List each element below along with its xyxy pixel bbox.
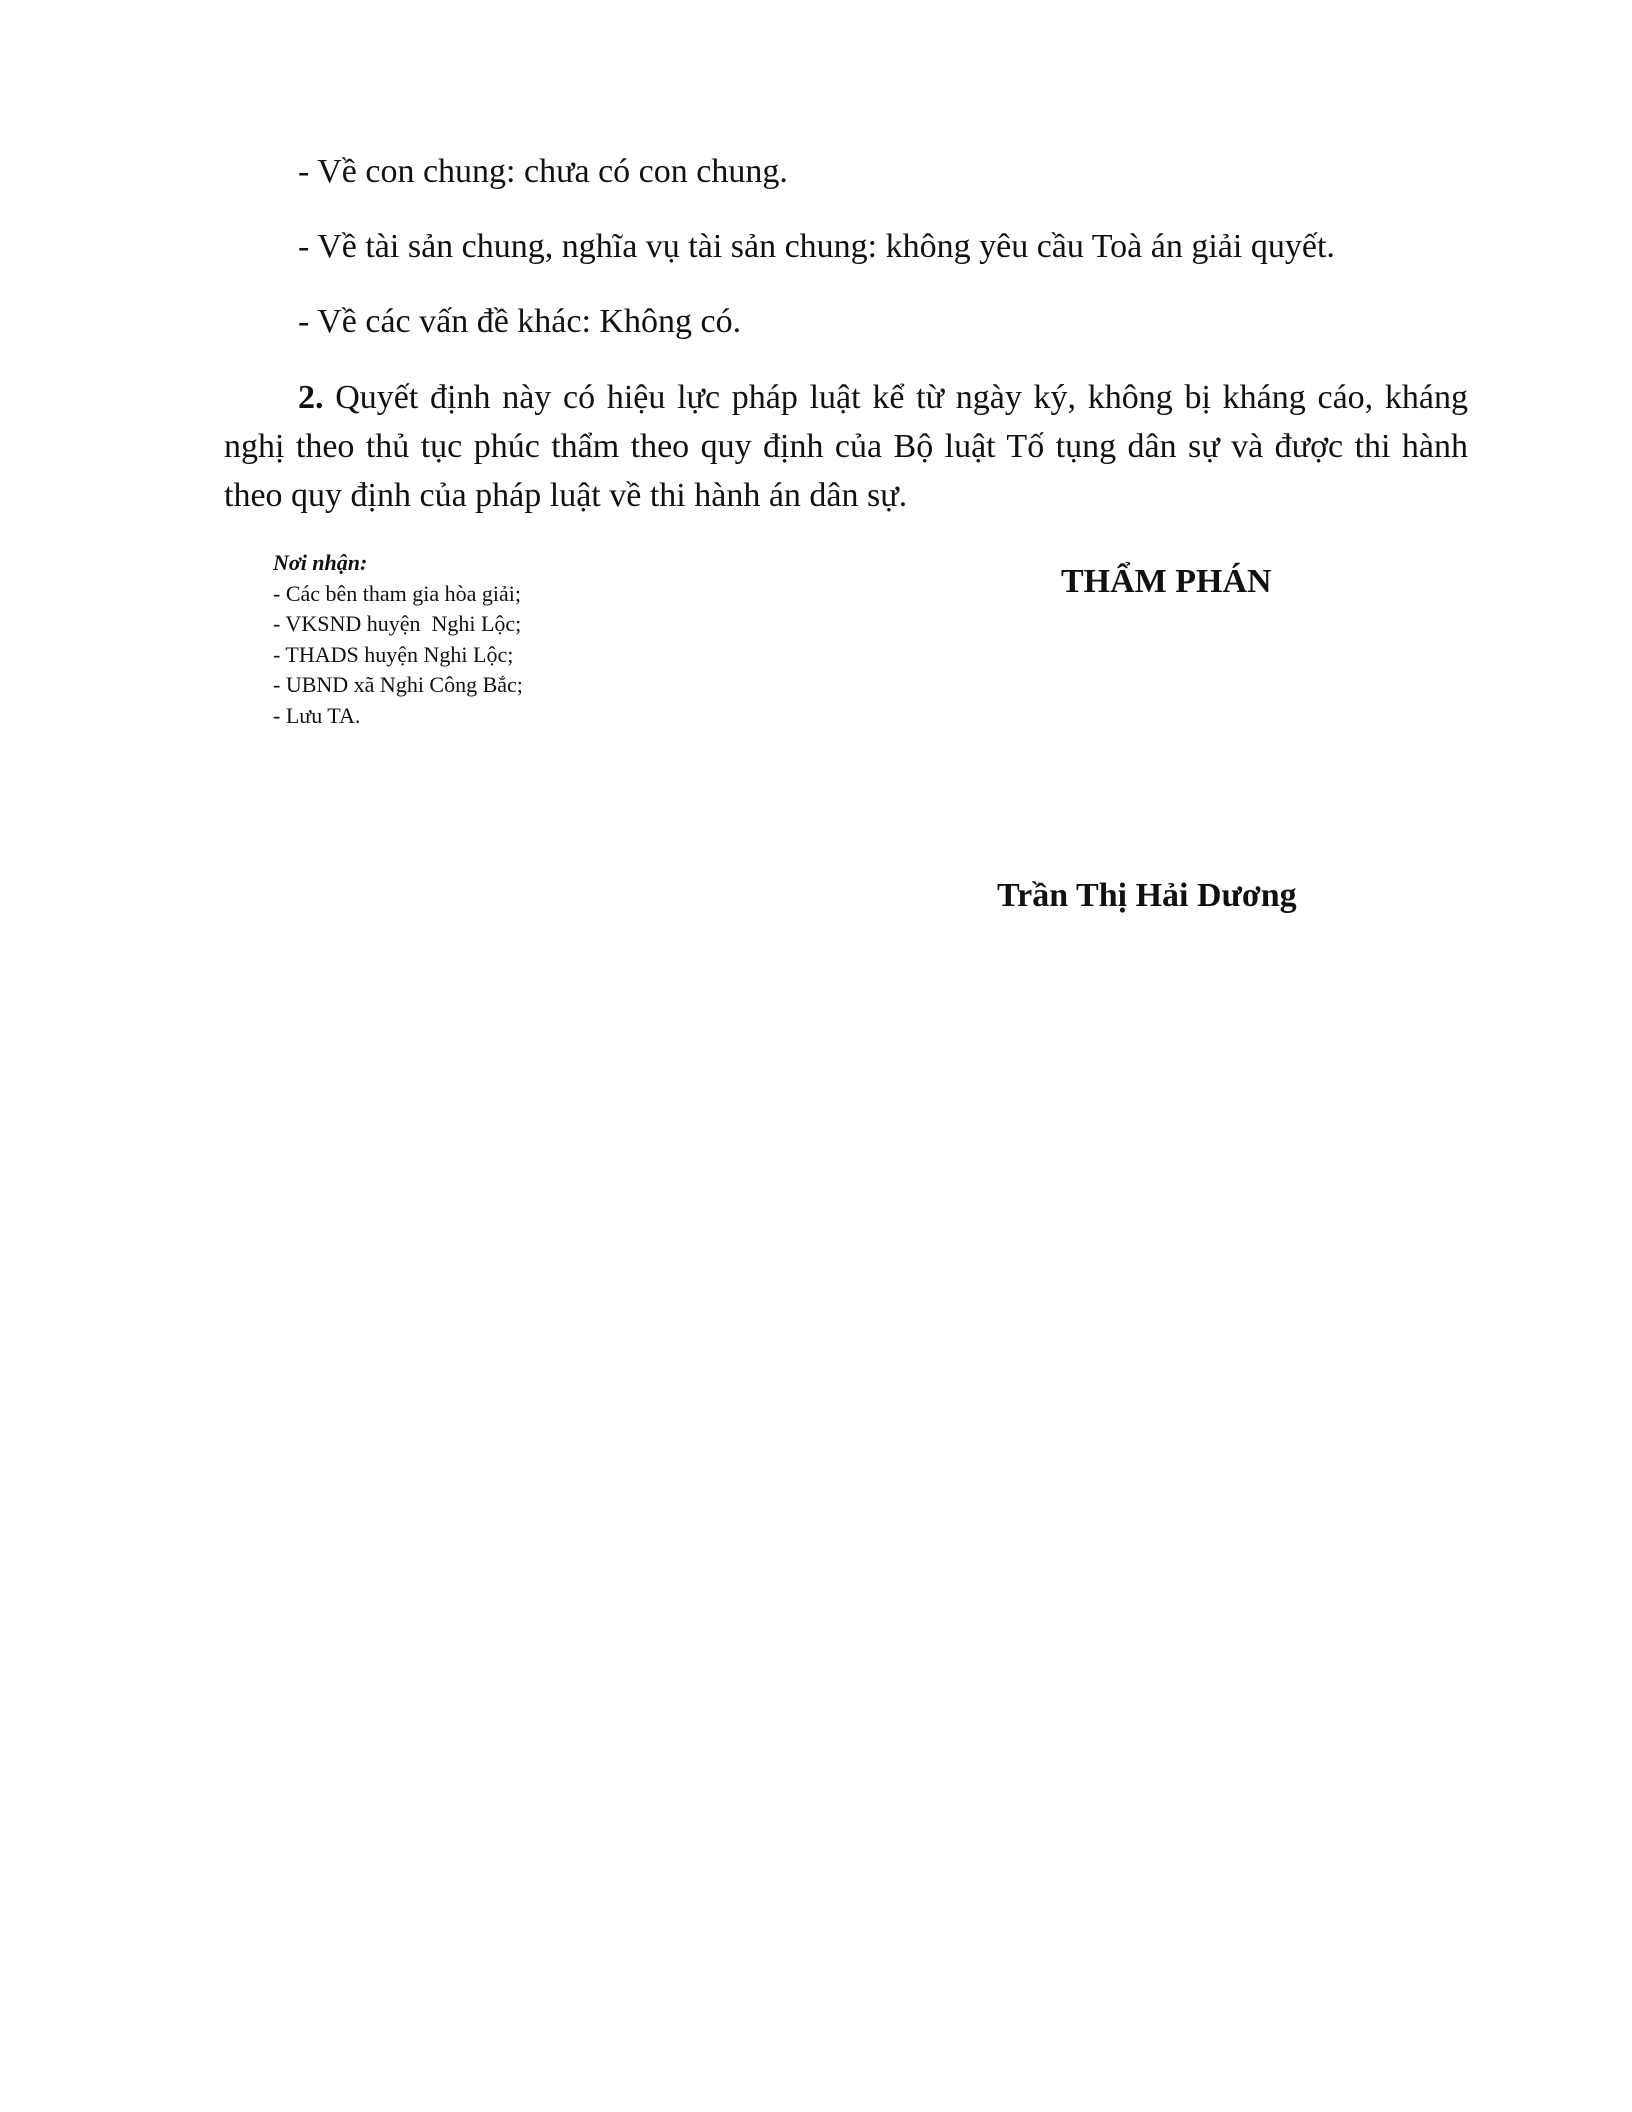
recipient-item: - Các bên tham gia hòa giải;: [273, 580, 522, 606]
recipient-item: - VKSND huyện Nghi Lộc;: [273, 611, 522, 636]
recipient-item: - Lưu TA.: [273, 702, 361, 728]
effectiveness-paragraph: [224, 373, 1468, 520]
signer-name: Trần Thị Hải Dương: [997, 877, 1297, 914]
clause-text: Quyết định này có hiệu lực pháp luật kể từ ngày ký, không bị kháng cáo, kháng nghị theo thủ tục phúc thẩm theo quy định của Bộ luật Tố tụng dân sự và được thi hành theo quy định của pháp luật về thi hành án dân sự.: [224, 379, 1468, 514]
property-clause: - Về tài sản chung, nghĩa vụ tài sản chung: không yêu cầu Toà án giải quyết.: [298, 228, 1335, 265]
other-issues-clause: - Về các vấn đề khác: Không có.: [298, 303, 742, 340]
children-clause: - Về con chung: chưa có con chung.: [298, 153, 788, 190]
recipient-item: - UBND xã Nghi Công Bắc;: [273, 672, 523, 697]
recipients-block: [273, 548, 523, 731]
recipients-heading: Nơi nhận:: [273, 550, 368, 575]
clause-number: 2.: [298, 379, 324, 416]
signer-title: THẨM PHÁN: [1061, 563, 1272, 600]
recipient-item: - THADS huyện Nghi Lộc;: [273, 641, 514, 667]
